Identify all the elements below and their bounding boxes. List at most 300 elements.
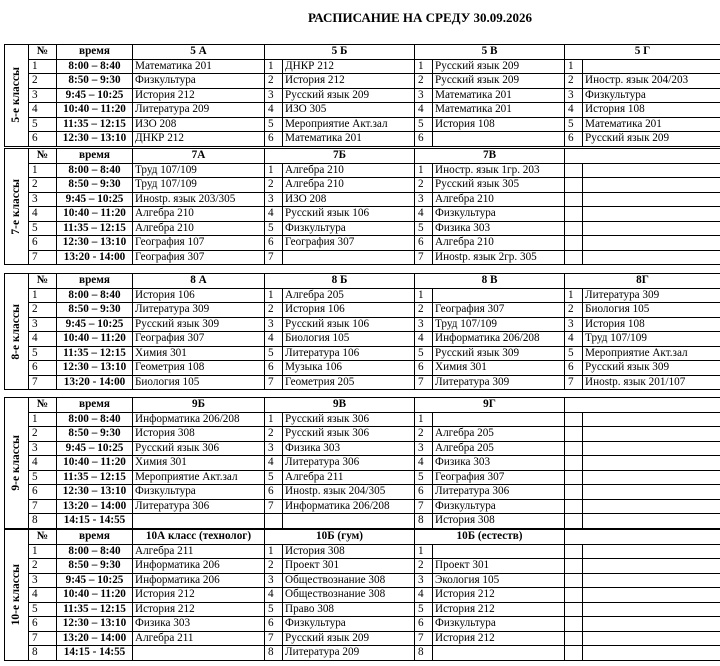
slot-number: 3: [415, 192, 433, 207]
lesson-row: [5, 163, 720, 178]
slot-number: 7: [415, 499, 433, 514]
slot-number: 6: [265, 132, 283, 147]
subject-cell: ДНКР 212: [283, 59, 415, 74]
slot-number: 7: [265, 375, 283, 390]
lesson-number: 2: [29, 303, 57, 318]
subject-cell: Алгебра 210: [283, 163, 415, 178]
subject-cell: Биология 105: [583, 303, 720, 318]
slot-number: [565, 559, 583, 574]
subject-cell: Алгебра 211: [283, 470, 415, 485]
slot-number: [565, 485, 583, 500]
subject-cell: Русский язык 309: [433, 346, 565, 361]
lesson-time: 8:50 – 9:30: [57, 559, 133, 574]
subject-cell: Инostр. язык 203/305: [133, 192, 265, 207]
lesson-row: [5, 646, 720, 661]
grade-label: [5, 274, 29, 390]
lesson-number: 6: [29, 485, 57, 500]
subject-cell: История 212: [133, 588, 265, 603]
subject-cell: История 106: [283, 303, 415, 318]
slot-number: [565, 602, 583, 617]
slot-number: 3: [565, 317, 583, 332]
subject-cell: Проект 301: [433, 559, 565, 574]
lesson-time: 12:30 – 13:10: [57, 236, 133, 251]
subject-cell: Физкультура: [433, 617, 565, 632]
subject-cell: [433, 412, 565, 427]
subject-cell: География 307: [433, 303, 565, 318]
class-header: 7Б: [265, 149, 415, 164]
grade-label-text: 8-е классы: [10, 303, 22, 360]
lesson-time: 9:45 – 10:25: [57, 573, 133, 588]
subject-cell: [583, 646, 720, 661]
lesson-number: 4: [29, 456, 57, 471]
slot-number: [565, 631, 583, 646]
slot-number: 2: [415, 559, 433, 574]
subject-cell: Геометрия 205: [283, 375, 415, 390]
subject-cell: Мероприятие Акт.зал: [133, 470, 265, 485]
slot-number: 1: [265, 412, 283, 427]
lesson-number: 2: [29, 178, 57, 193]
subject-cell: География 107: [133, 236, 265, 251]
lesson-number: 4: [29, 103, 57, 118]
slot-number: 5: [415, 602, 433, 617]
subject-cell: Алгебра 205: [283, 288, 415, 303]
slot-number: 2: [565, 74, 583, 89]
subject-cell: [133, 514, 265, 529]
subject-cell: [583, 221, 720, 236]
slot-number: 1: [265, 288, 283, 303]
header-row: [5, 149, 720, 164]
subject-cell: Русский язык 209: [433, 74, 565, 89]
num-header: №: [29, 398, 57, 413]
subject-cell: История 212: [133, 602, 265, 617]
class-header: 5 В: [415, 45, 565, 60]
lesson-row: [5, 602, 720, 617]
slot-number: 6: [415, 132, 433, 147]
slot-number: 4: [415, 207, 433, 222]
slot-number: 1: [415, 163, 433, 178]
lesson-number: 3: [29, 88, 57, 103]
subject-cell: Алгебра 210: [433, 192, 565, 207]
slot-number: 5: [565, 346, 583, 361]
subject-cell: Проект 301: [283, 559, 415, 574]
slot-number: 5: [415, 470, 433, 485]
subject-cell: Алгебра 205: [433, 441, 565, 456]
slot-number: [565, 207, 583, 222]
subject-cell: История 108: [583, 103, 720, 118]
lesson-row: [5, 288, 720, 303]
subject-cell: География 307: [133, 332, 265, 347]
slot-number: 6: [565, 361, 583, 376]
lesson-time: 10:40 – 11:20: [57, 456, 133, 471]
lesson-time: 8:00 – 8:40: [57, 288, 133, 303]
lesson-row: [5, 221, 720, 236]
subject-cell: Русский язык 209: [283, 631, 415, 646]
subject-cell: Литература 106: [283, 346, 415, 361]
slot-number: 6: [265, 361, 283, 376]
lesson-row: [5, 178, 720, 193]
subject-cell: [283, 250, 415, 265]
lesson-row: [5, 117, 720, 132]
subject-cell: Русский язык 209: [283, 88, 415, 103]
class-group-table: [4, 148, 720, 265]
grade-label: [5, 530, 29, 661]
lesson-number: 3: [29, 192, 57, 207]
lesson-number: 4: [29, 332, 57, 347]
subject-cell: Литература 306: [283, 456, 415, 471]
slot-number: 8: [415, 514, 433, 529]
lesson-number: 3: [29, 573, 57, 588]
slot-number: [565, 573, 583, 588]
grade-label: [5, 398, 29, 529]
subject-cell: История 106: [133, 288, 265, 303]
subject-cell: ИЗО 208: [133, 117, 265, 132]
slot-number: [565, 544, 583, 559]
slot-number: 1: [565, 59, 583, 74]
slot-number: 2: [415, 303, 433, 318]
subject-cell: [583, 441, 720, 456]
slot-number: 3: [265, 192, 283, 207]
lesson-row: [5, 132, 720, 147]
lesson-row: [5, 361, 720, 376]
lesson-number: 7: [29, 631, 57, 646]
slot-number: 2: [265, 303, 283, 318]
subject-cell: Алгебра 210: [283, 178, 415, 193]
slot-number: 4: [265, 103, 283, 118]
subject-cell: Русский язык 309: [583, 361, 720, 376]
class-header: 8Г: [565, 274, 720, 289]
subject-cell: Математика 201: [433, 103, 565, 118]
slot-number: 1: [565, 288, 583, 303]
lesson-number: 8: [29, 646, 57, 661]
slot-number: 3: [565, 88, 583, 103]
lesson-number: 5: [29, 602, 57, 617]
lesson-number: 2: [29, 427, 57, 442]
slot-number: 5: [415, 346, 433, 361]
subject-cell: [583, 59, 720, 74]
lesson-number: 3: [29, 317, 57, 332]
lesson-row: [5, 412, 720, 427]
subject-cell: Математика 201: [133, 59, 265, 74]
subject-cell: Химия 301: [433, 361, 565, 376]
subject-cell: [583, 250, 720, 265]
subject-cell: Русский язык 306: [283, 412, 415, 427]
slot-number: 6: [265, 485, 283, 500]
slot-number: 5: [265, 470, 283, 485]
lesson-time: 8:00 – 8:40: [57, 412, 133, 427]
slot-number: 2: [265, 178, 283, 193]
subject-cell: Алгебра 210: [133, 207, 265, 222]
slot-number: 6: [415, 617, 433, 632]
lesson-number: 1: [29, 59, 57, 74]
lesson-number: 4: [29, 588, 57, 603]
class-header: 9Г: [415, 398, 565, 413]
lesson-row: [5, 332, 720, 347]
slot-number: 3: [265, 441, 283, 456]
slot-number: 4: [265, 456, 283, 471]
lesson-time: 13:20 – 14:00: [57, 499, 133, 514]
subject-cell: Обществознание 308: [283, 573, 415, 588]
num-header: №: [29, 274, 57, 289]
lesson-time: 8:00 – 8:40: [57, 163, 133, 178]
subject-cell: Русский язык 106: [283, 207, 415, 222]
subject-cell: [433, 646, 565, 661]
num-header: №: [29, 45, 57, 60]
slot-number: 2: [265, 559, 283, 574]
subject-cell: Иностр. язык 204/203: [583, 74, 720, 89]
lesson-row: [5, 588, 720, 603]
slot-number: 6: [265, 236, 283, 251]
slot-number: 6: [415, 485, 433, 500]
slot-number: 7: [265, 250, 283, 265]
lesson-time: 12:30 – 13:10: [57, 361, 133, 376]
lesson-row: [5, 456, 720, 471]
subject-cell: Физика 303: [433, 456, 565, 471]
class-header: 5 Б: [265, 45, 415, 60]
subject-cell: Литература 306: [133, 499, 265, 514]
subject-cell: ДНКР 212: [133, 132, 265, 147]
slot-number: 5: [265, 602, 283, 617]
subject-cell: [583, 412, 720, 427]
lesson-row: [5, 544, 720, 559]
slot-number: 8: [265, 646, 283, 661]
class-group-table: [4, 44, 720, 147]
slot-number: 4: [265, 332, 283, 347]
class-header: [565, 398, 720, 413]
header-row: [5, 530, 720, 545]
lesson-time: 9:45 – 10:25: [57, 317, 133, 332]
subject-cell: Физкультура: [283, 617, 415, 632]
slot-number: 5: [565, 117, 583, 132]
subject-cell: Физкультура: [433, 207, 565, 222]
subject-cell: Русский язык 106: [283, 317, 415, 332]
subject-cell: Алгебра 210: [133, 221, 265, 236]
class-header: 8 А: [133, 274, 265, 289]
grade-label-text: 9-е классы: [10, 434, 22, 491]
slot-number: 2: [265, 74, 283, 89]
lesson-row: [5, 514, 720, 529]
subject-cell: Труд 107/109: [133, 178, 265, 193]
subject-cell: География 307: [133, 250, 265, 265]
subject-cell: Литература 309: [133, 303, 265, 318]
slot-number: 1: [415, 288, 433, 303]
subject-cell: Алгебра 211: [133, 544, 265, 559]
grade-label-text: 7-е классы: [10, 178, 22, 235]
lesson-time: 12:30 – 13:10: [57, 132, 133, 147]
class-header: 9Б: [133, 398, 265, 413]
class-header: 5 А: [133, 45, 265, 60]
subject-cell: Инostр. язык 2гр. 305: [433, 250, 565, 265]
lesson-time: 8:00 – 8:40: [57, 544, 133, 559]
subject-cell: География 307: [283, 236, 415, 251]
slot-number: [565, 178, 583, 193]
lesson-row: [5, 617, 720, 632]
subject-cell: Физика 303: [133, 617, 265, 632]
slot-number: 1: [415, 544, 433, 559]
subject-cell: Биология 105: [283, 332, 415, 347]
lesson-number: 5: [29, 346, 57, 361]
slot-number: [565, 250, 583, 265]
class-header: 8 Б: [265, 274, 415, 289]
header-row: [5, 274, 720, 289]
slot-number: [565, 163, 583, 178]
subject-cell: Геометрия 108: [133, 361, 265, 376]
lesson-time: 9:45 – 10:25: [57, 441, 133, 456]
slot-number: 7: [265, 631, 283, 646]
subject-cell: Информатика 206/208: [283, 499, 415, 514]
subject-cell: Физкультура: [583, 88, 720, 103]
subject-cell: [583, 514, 720, 529]
class-header: 5 Г: [565, 45, 720, 60]
subject-cell: Литература 309: [583, 288, 720, 303]
subject-cell: ИЗО 208: [283, 192, 415, 207]
slot-number: [565, 456, 583, 471]
subject-cell: Русский язык 306: [283, 427, 415, 442]
subject-cell: История 108: [433, 117, 565, 132]
slot-number: 7: [415, 250, 433, 265]
slot-number: 1: [415, 59, 433, 74]
slot-number: 4: [415, 588, 433, 603]
time-header: время: [57, 149, 133, 164]
subject-cell: Труд 107/109: [133, 163, 265, 178]
subject-cell: Математика 201: [583, 117, 720, 132]
slot-number: 6: [415, 236, 433, 251]
slot-number: 6: [565, 132, 583, 147]
slot-number: 5: [265, 221, 283, 236]
lesson-number: 1: [29, 163, 57, 178]
lesson-time: 8:00 – 8:40: [57, 59, 133, 74]
num-header: №: [29, 530, 57, 545]
slot-number: 6: [265, 617, 283, 632]
lesson-number: 5: [29, 221, 57, 236]
subject-cell: Алгебра 205: [433, 427, 565, 442]
lesson-number: 7: [29, 499, 57, 514]
class-header: [565, 530, 720, 545]
header-row: [5, 398, 720, 413]
slot-number: 3: [415, 441, 433, 456]
lesson-time: 14:15 - 14:55: [57, 646, 133, 661]
lesson-row: [5, 250, 720, 265]
slot-number: 4: [415, 456, 433, 471]
slot-number: 1: [265, 163, 283, 178]
lesson-number: 7: [29, 250, 57, 265]
subject-cell: [583, 602, 720, 617]
subject-cell: Мероприятие Акт.зал: [283, 117, 415, 132]
subject-cell: Биология 105: [133, 375, 265, 390]
subject-cell: История 212: [283, 74, 415, 89]
lesson-row: [5, 427, 720, 442]
slot-number: [565, 499, 583, 514]
lesson-row: [5, 631, 720, 646]
slot-number: 5: [265, 346, 283, 361]
subject-cell: Литература 209: [283, 646, 415, 661]
subject-cell: Обществознание 308: [283, 588, 415, 603]
lesson-time: 12:30 – 13:10: [57, 617, 133, 632]
subject-cell: Литература 309: [433, 375, 565, 390]
lesson-row: [5, 485, 720, 500]
subject-cell: [583, 178, 720, 193]
subject-cell: Химия 301: [133, 346, 265, 361]
class-header: 8 В: [415, 274, 565, 289]
subject-cell: Информатика 206: [133, 559, 265, 574]
subject-cell: ИЗО 305: [283, 103, 415, 118]
slot-number: 5: [415, 221, 433, 236]
subject-cell: [583, 192, 720, 207]
slot-number: [565, 617, 583, 632]
subject-cell: Русский язык 305: [433, 178, 565, 193]
lesson-number: 1: [29, 412, 57, 427]
lesson-number: 2: [29, 559, 57, 574]
lesson-time: 8:50 – 9:30: [57, 74, 133, 89]
header-row: [5, 45, 720, 60]
subject-cell: [583, 207, 720, 222]
slot-number: 4: [265, 588, 283, 603]
time-header: время: [57, 530, 133, 545]
subject-cell: Информатика 206: [133, 573, 265, 588]
slot-number: 2: [415, 178, 433, 193]
subject-cell: [583, 470, 720, 485]
grade-label: [5, 149, 29, 265]
lesson-time: 11:35 – 12:15: [57, 117, 133, 132]
slot-number: 2: [415, 74, 433, 89]
class-group-table: [4, 397, 720, 529]
subject-cell: Литература 306: [433, 485, 565, 500]
subject-cell: Химия 301: [133, 456, 265, 471]
lesson-number: 6: [29, 132, 57, 147]
subject-cell: [583, 236, 720, 251]
slot-number: 3: [265, 317, 283, 332]
subject-cell: Экология 105: [433, 573, 565, 588]
slot-number: 1: [415, 412, 433, 427]
subject-cell: Физкультура: [433, 499, 565, 514]
subject-cell: Физика 303: [283, 441, 415, 456]
lesson-time: 11:35 – 12:15: [57, 221, 133, 236]
slot-number: [565, 470, 583, 485]
subject-cell: Мероприятие Акт.зал: [583, 346, 720, 361]
subject-cell: [583, 499, 720, 514]
slot-number: 4: [265, 207, 283, 222]
page-title: РАСПИСАНИЕ НА СРЕДУ 30.09.2026: [307, 10, 533, 25]
slot-number: 7: [415, 631, 433, 646]
subject-cell: Русский язык 209: [583, 132, 720, 147]
subject-cell: История 108: [583, 317, 720, 332]
slot-number: [565, 221, 583, 236]
lesson-row: [5, 573, 720, 588]
lesson-number: 2: [29, 74, 57, 89]
slot-number: 7: [415, 375, 433, 390]
slot-number: [565, 646, 583, 661]
subject-cell: История 212: [433, 602, 565, 617]
subject-cell: Труд 107/109: [583, 332, 720, 347]
class-header: 10Б (естеств): [415, 530, 565, 545]
subject-cell: Инostр. язык 204/305: [283, 485, 415, 500]
lesson-number: 6: [29, 617, 57, 632]
lesson-time: 13:20 – 14:00: [57, 631, 133, 646]
subject-cell: [433, 288, 565, 303]
subject-cell: [583, 456, 720, 471]
lesson-row: [5, 192, 720, 207]
lesson-row: [5, 207, 720, 222]
slot-number: 7: [265, 499, 283, 514]
lesson-row: [5, 317, 720, 332]
lesson-row: [5, 470, 720, 485]
slot-number: [565, 588, 583, 603]
subject-cell: Алгебра 211: [133, 631, 265, 646]
lesson-time: 10:40 – 11:20: [57, 207, 133, 222]
lesson-time: 11:35 – 12:15: [57, 602, 133, 617]
lesson-number: 1: [29, 544, 57, 559]
slot-number: [565, 412, 583, 427]
slot-number: [565, 427, 583, 442]
